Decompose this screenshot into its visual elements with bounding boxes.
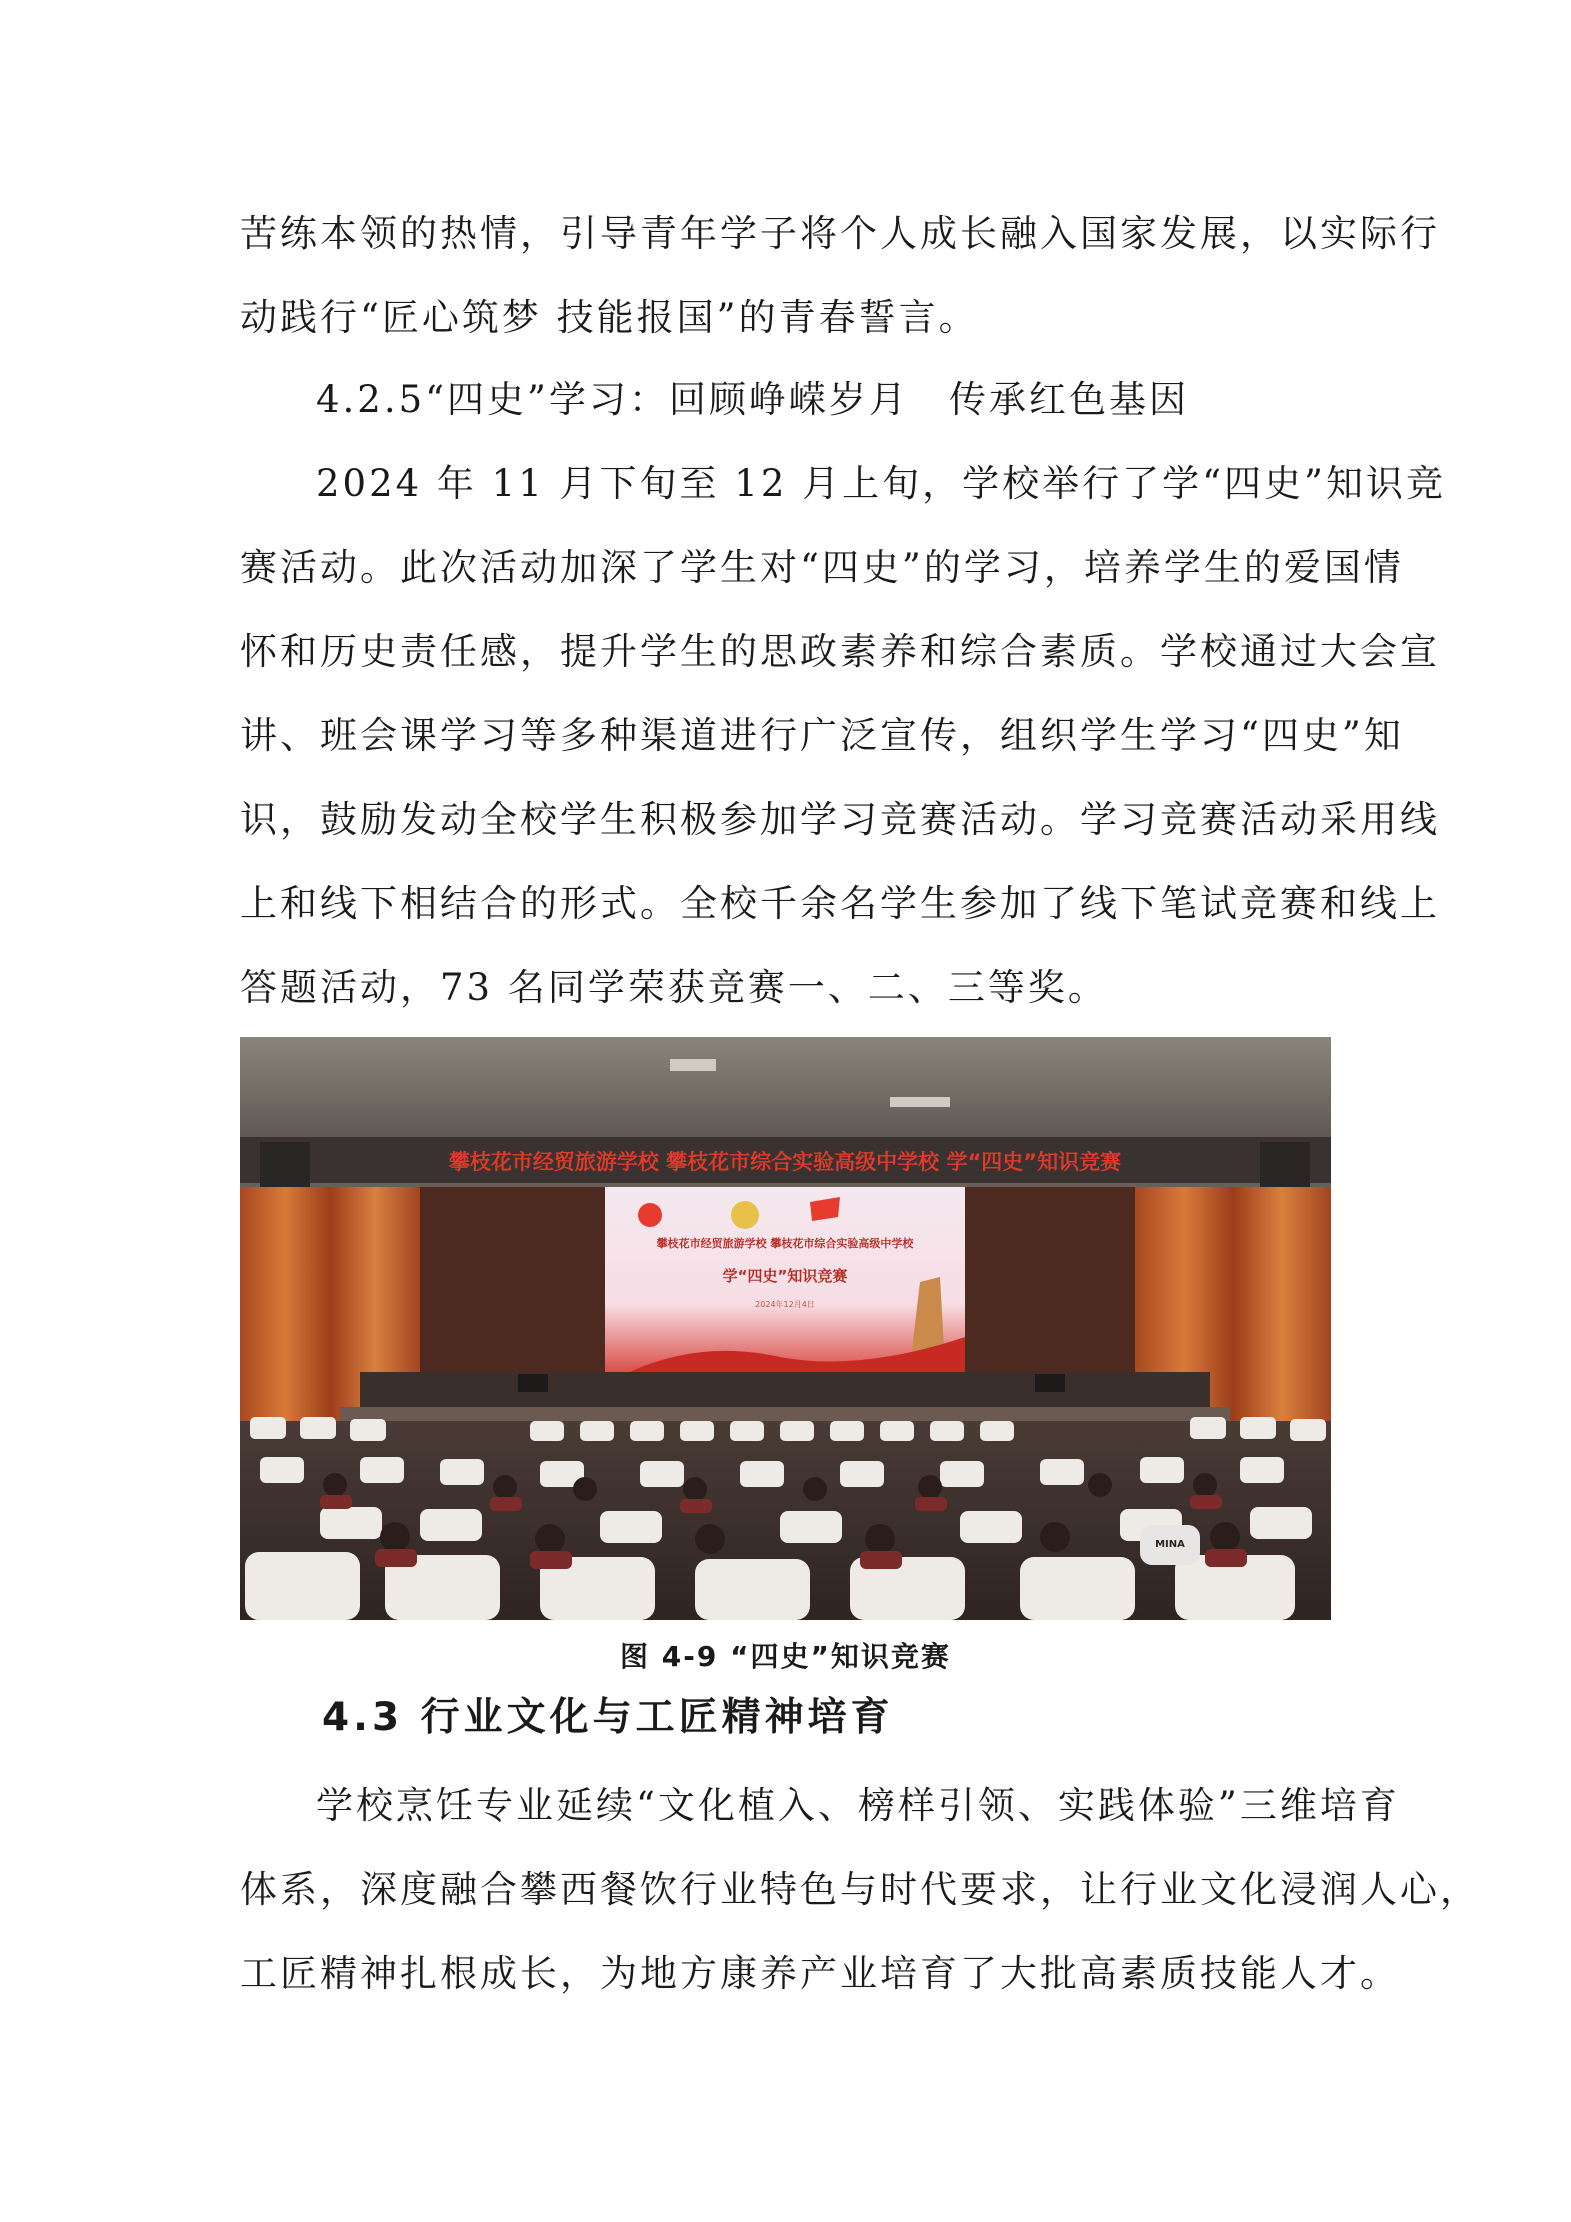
paragraph-line: 学校烹饪专业延续“文化植入、榜样引领、实践体验”三维培育 [316,1784,1400,1827]
paragraph-line: 上和线下相结合的形式。全校千余名学生参加了线下笔试竞赛和线上 [240,882,1440,925]
paragraph-line: 答题活动，73 名同学荣获竞赛一、二、三等奖。 [240,966,1108,1009]
screen-title-line: 攀枝花市经贸旅游学校 攀枝花市综合实验高级中学校 [656,1237,914,1250]
paragraph-line: 体系，深度融合攀西餐饮行业特色与时代要求，让行业文化浸润人心， [240,1868,1480,1911]
paragraph-contest [240,442,1446,1030]
screen-subtitle: 学“四史”知识竞赛 [722,1267,848,1285]
figure-caption: 图 4-9 “四史”知识竞赛 [620,1640,951,1673]
paragraph-top [240,192,1440,360]
paragraph-line: 怀和历史责任感，提升学生的思政素养和综合素质。学校通过大会宣 [240,630,1440,673]
stage-banner-text: 攀枝花市经贸旅游学校 攀枝花市综合实验高级中学校 学“四史”知识竞赛 [448,1150,1122,1174]
subheading-4-2-5: 4.2.5“四史”学习：回顾峥嵘岁月 传承红色基因 [316,378,1189,421]
paragraph-line: 赛活动。此次活动加深了学生对“四史”的学习，培养学生的爱国情 [240,546,1404,589]
paragraph-culture [240,1764,1480,2016]
paragraph-line: 讲、班会课学习等多种渠道进行广泛宣传，组织学生学习“四史”知 [240,714,1404,757]
hoodie-text: MINA [1155,1539,1185,1550]
paragraph-line: 工匠精神扎根成长，为地方康养产业培育了大批高素质技能人才。 [240,1952,1400,1995]
screen-date: 2024年12月4日 [755,1300,815,1309]
section-title-4-3: 4.3 行业文化与工匠精神培育 [322,1695,894,1740]
paragraph-line: 识，鼓励发动全校学生积极参加学习竞赛活动。学习竞赛活动采用线 [240,798,1440,841]
contest-photo [240,1037,1331,1620]
paragraph-line: 动践行“匠心筑梦 技能报国”的青春誓言。 [240,296,979,339]
paragraph-line: 2024 年 11 月下旬至 12 月上旬，学校举行了学“四史”知识竞 [316,462,1446,505]
paragraph-line: 苦练本领的热情，引导青年学子将个人成长融入国家发展，以实际行 [240,212,1440,255]
